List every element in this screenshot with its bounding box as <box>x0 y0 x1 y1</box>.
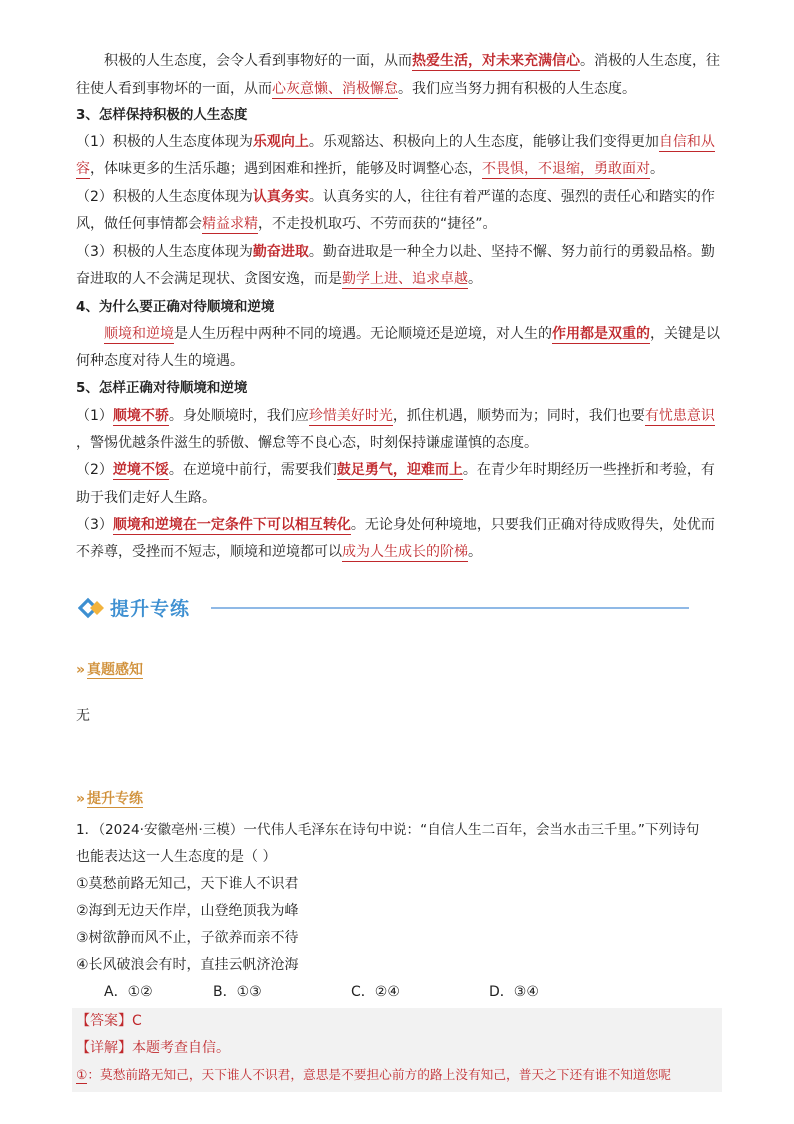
text: ，体味更多的生活乐趣；遇到困难和挫折，能够及时调整心态， <box>90 161 482 177</box>
text: 。消极的人生态度，往 <box>580 53 720 69</box>
key-phrase: 作用都是双重的 <box>552 326 650 342</box>
keyword: 顺境和逆境在一定条件下可以相互转化 <box>112 517 351 533</box>
text: 风，做任何事情都会 <box>76 216 202 232</box>
divider <box>211 607 689 609</box>
key-phrase: 勤学上进、追求卓越 <box>342 271 468 287</box>
s3-p2-line2 <box>76 213 497 235</box>
item-text: ：莫愁前路无知己，天下谁人不识君，意思是不要担心前方的路上没有知己，普天之下还有谁不知道您呢 <box>87 1067 671 1082</box>
s3-p1-line2 <box>76 158 664 180</box>
key-phrase: 珍惜美好时光 <box>308 408 393 424</box>
text: 。认真务实的人，往往有着严谨的态度、强烈的责任心和踏实的作 <box>308 189 715 205</box>
answer-label: 【答案】 <box>76 1013 132 1029</box>
text: 是人生历程中两种不同的境遇。无论顺境还是逆境，对人生的 <box>174 326 552 342</box>
text: （2）积极的人生态度体现为 <box>76 189 253 205</box>
detail-item-1 <box>76 1064 671 1086</box>
text: （2） <box>76 462 113 478</box>
item-mark: ① <box>76 1067 88 1082</box>
question-item: ③树欲静而风不止，子欲养而亲不待 <box>76 930 299 946</box>
text: 。身处顺境时，我们应 <box>168 408 309 424</box>
option-c: C．②④ <box>351 984 400 1000</box>
s4-line2: 何种态度对待人生的境遇。 <box>76 353 244 369</box>
text: 。 <box>650 161 664 177</box>
text: 。乐观豁达、积极向上的人生态度，能够让我们变得更加 <box>308 134 659 150</box>
keyword: 勤奋进取 <box>252 244 309 260</box>
answer-line <box>76 1010 142 1032</box>
keyword: 认真务实 <box>252 189 309 205</box>
text: （3） <box>76 517 113 533</box>
s5-p1-line2: ，警惕优越条件滋生的骄傲、懈怠等不良心态，时刻保持谦虚谨慎的态度。 <box>76 435 538 451</box>
intro-line-2 <box>76 78 636 100</box>
s5-p3-line1 <box>76 514 715 536</box>
double-chevron-icon: » <box>76 791 86 807</box>
key-phrase: 热爱生活，对未来充满信心 <box>412 53 580 69</box>
key-phrase: 顺境和逆境 <box>104 326 174 342</box>
s3-p2-line1 <box>76 186 715 208</box>
text: 。勤奋进取是一种全力以赴、坚持不懈、努力前行的勇毅品格。勤 <box>308 244 715 260</box>
option-a: A．①② <box>104 984 153 1000</box>
text: 。我们应当努力拥有积极的人生态度。 <box>398 81 636 97</box>
text: 。在青少年时期经历一些挫折和考验，有 <box>462 462 715 478</box>
intro-line-1 <box>104 50 720 72</box>
double-chevron-icon: » <box>76 662 86 678</box>
detail-label: 【详解】 <box>76 1040 132 1056</box>
question-stem-2: 也能表达这一人生态度的是（ ） <box>76 849 277 865</box>
text: 积极的人生态度，会令人看到事物好的一面，从而 <box>104 53 412 69</box>
subsection-real-heading <box>76 659 143 679</box>
key-phrase: 成为人生成长的阶梯 <box>342 544 468 560</box>
s3-p3-line1 <box>76 241 715 263</box>
keyword: 乐观向上 <box>252 134 309 150</box>
s4-line1 <box>104 323 720 345</box>
section-4-heading: 4、为什么要正确对待顺境和逆境 <box>76 299 275 315</box>
text: （1）积极的人生态度体现为 <box>76 134 253 150</box>
text: 。 <box>468 271 482 287</box>
question-item: ②海到无边天作岸，山登绝顶我为峰 <box>76 903 299 919</box>
key-phrase: 自信和从 <box>658 134 715 150</box>
detail-text: 本题考查自信。 <box>132 1040 230 1056</box>
text: 不养尊，受挫而不短志，顺境和逆境都可以 <box>76 544 342 560</box>
s3-p1-line1 <box>76 131 715 153</box>
subsection-title: 提升专练 <box>87 791 144 807</box>
question-item: ④长风破浪会有时，直挂云帆济沧海 <box>76 957 299 973</box>
section-3-heading: 3、怎样保持积极的人生态度 <box>76 107 248 123</box>
keyword: 顺境不骄 <box>112 408 169 424</box>
answer-value: C <box>132 1013 142 1029</box>
text: 。无论身处何种境地，只要我们正确对待成败得失，处优而 <box>350 517 715 533</box>
key-phrase: 心灰意懒、消极懈怠 <box>272 81 398 97</box>
subsection-practice-heading <box>76 788 143 808</box>
s3-p3-line2 <box>76 268 482 290</box>
s5-p2-line2: 助于我们走好人生路。 <box>76 490 216 506</box>
section-title: 提升专练 <box>110 598 191 620</box>
text: ，不走投机取巧、不劳而获的“捷径”。 <box>258 216 497 232</box>
text: ，抓住机遇，顺势而为；同时，我们也要 <box>392 408 645 424</box>
question-item: ①莫愁前路无知己，天下谁人不识君 <box>76 876 299 892</box>
section-bar <box>78 594 690 622</box>
text: 。在逆境中前行，需要我们 <box>168 462 337 478</box>
real-content: 无 <box>76 708 90 724</box>
keyword: 逆境不馁 <box>112 462 169 478</box>
section-5-heading: 5、怎样正确对待顺境和逆境 <box>76 380 248 396</box>
text: （1） <box>76 408 113 424</box>
s5-p1-line1 <box>76 405 715 427</box>
diamond-icon <box>78 596 106 620</box>
option-b: B．①③ <box>213 984 262 1000</box>
key-phrase: 有忧患意识 <box>644 408 715 424</box>
option-d: D．③④ <box>489 984 539 1000</box>
key-phrase: 精益求精 <box>202 216 258 232</box>
s5-p3-line2 <box>76 541 482 563</box>
text: （3）积极的人生态度体现为 <box>76 244 253 260</box>
text: ，关键是以 <box>650 326 720 342</box>
s5-p2-line1 <box>76 459 715 481</box>
subsection-title: 真题感知 <box>87 662 144 678</box>
text: 往使人看到事物坏的一面，从而 <box>76 81 272 97</box>
text: 。 <box>468 544 482 560</box>
text: 奋进取的人不会满足现状、贪图安逸，而是 <box>76 271 342 287</box>
key-phrase: 容 <box>76 161 90 177</box>
key-phrase: 不畏惧，不退缩，勇敢面对 <box>482 161 650 177</box>
detail-line <box>76 1037 230 1059</box>
question-stem-1: 1．（2024·安徽亳州·三模）一代伟人毛泽东在诗句中说：“自信人生二百年，会当水击三千里。”下列诗句 <box>76 822 700 838</box>
key-phrase: 鼓足勇气，迎难而上 <box>336 462 463 478</box>
